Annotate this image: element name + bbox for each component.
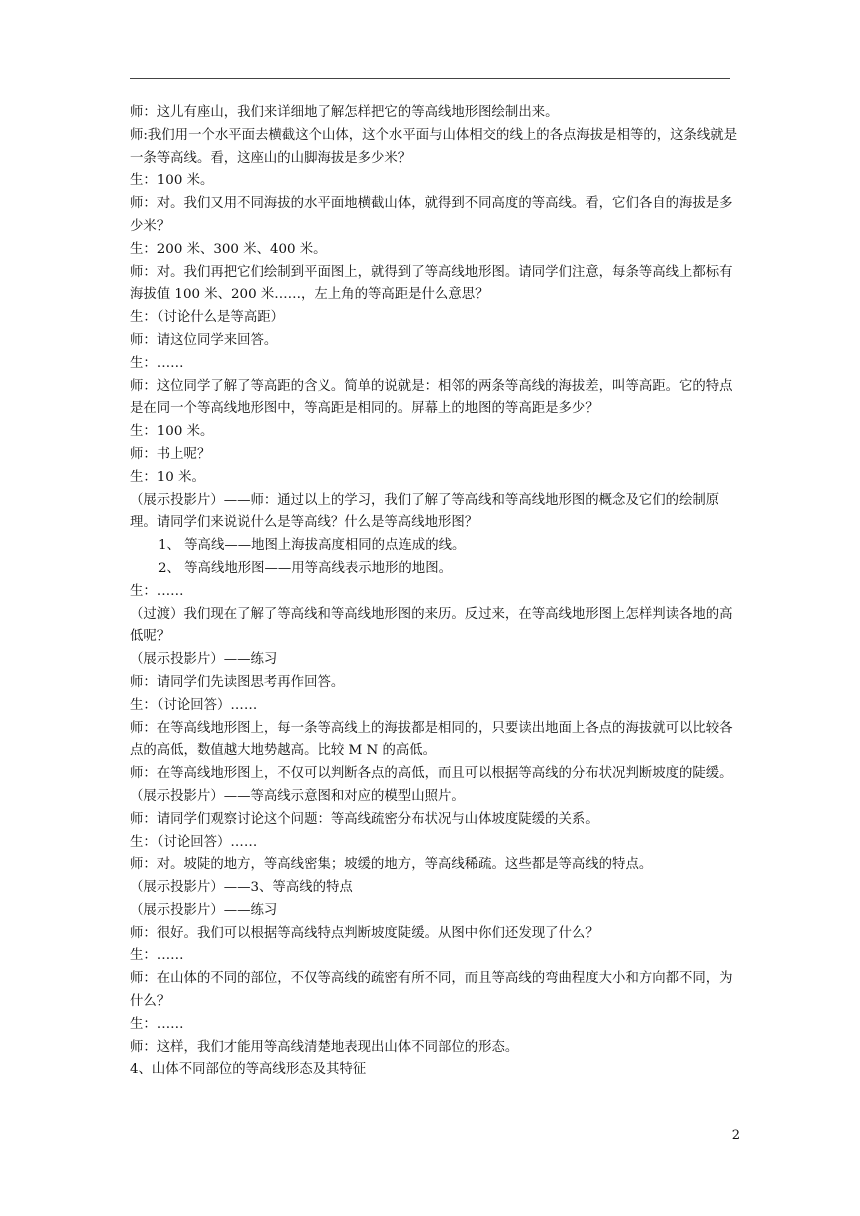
paragraph: （展示投影片）——练习 [130,902,278,918]
paragraph: 生：10 米。 [130,469,205,485]
paragraph: 师：很好。我们可以根据等高线特点判断坡度陡缓。从图中你们还发现了什么？ [130,925,599,941]
paragraph: （过渡）我们现在了解了等高线和等高线地形图的来历。反过来，在等高线地形图上怎样判读各地的高低呢？ [130,606,733,645]
list-item: 1、 等高线——地图上海拔高度相同的点连成的线。 [158,538,466,554]
header-rule [130,78,730,79]
paragraph: （展示投影片）——3、等高线的特点 [130,880,353,896]
paragraph: 师：对。我们又用不同海拔的水平面地横截山体，就得到不同高度的等高线。看，它们各自的海拔是多少米？ [130,196,733,234]
paragraph: 师：请同学们先读图思考再作回答。 [130,674,345,690]
paragraph: 生：（讨论回答）…… [130,697,258,713]
paragraph: 生：…… [130,1016,184,1032]
paragraph: 生：（讨论回答）…… [130,834,258,850]
paragraph: 生：（讨论什么是等高距） [130,310,284,326]
paragraph: 师：这位同学了解了等高距的含义。简单的说就是：相邻的两条等高线的海拔差，叫等高距。它的特点是在同一个等高线地形图中，等高距是相同的。屏幕上的地图的等高距是多少？ [130,378,733,417]
paragraph: 师：在等高线地形图上，不仅可以判断各点的高低，而且可以根据等高线的分布状况判断坡度的陡缓。 [130,766,733,782]
paragraph: 师：这样，我们才能用等高线清楚地表现出山体不同部位的形态。 [130,1039,519,1055]
paragraph: 师：书上呢？ [130,446,211,462]
section-heading: 4、山体不同部位的等高线形态及其特征 [130,1062,367,1078]
paragraph: 生：…… [130,948,184,964]
paragraph: （展示投影片）——师：通过以上的学习，我们了解了等高线和等高线地形图的概念及它们的绘制原理。请同学们来说说什么是等高线？什么是等高线地形图？ [130,492,720,531]
paragraph: 师：对。我们再把它们绘制到平面图上，就得到了等高线地形图。请同学们注意，每条等高线上都标有海拔值 100 米、200 米……，左上角的等高距是什么意思？ [130,264,733,303]
paragraph: 师：在山体的不同的部位，不仅等高线的疏密有所不同，而且等高线的弯曲程度大小和方向都不同，为什么？ [130,971,733,1010]
paragraph: 师：这儿有座山，我们来详细地了解怎样把它的等高线地形图绘制出来。 [130,105,559,120]
paragraph: 生：100 米。 [130,173,214,189]
paragraph: 师：对。坡陡的地方，等高线密集；坡缓的地方，等高线稀疏。这些都是等高线的特点。 [130,857,653,873]
page-number: 2 [731,1128,740,1143]
paragraph: 生：100 米。 [130,424,214,440]
paragraph: 师：在等高线地形图上，每一条等高线上的海拔都是相同的，只要读出地面上各点的海拔就可以比较各点的高低，数值越大地势越高。比较 M N 的高低。 [130,720,733,759]
paragraph: 生：…… [130,355,184,371]
paragraph: （展示投影片）——等高线示意图和对应的模型山照片。 [130,788,465,804]
paragraph: （展示投影片）——练习 [130,652,278,668]
paragraph: 生：200 米、300 米、400 米。 [130,241,327,257]
paragraph: 生：…… [130,583,184,599]
document-body [130,102,740,1082]
list-item: 2、 等高线地形图——用等高线表示地形的地图。 [158,560,452,576]
paragraph: 师：请同学们观察讨论这个问题：等高线疏密分布状况与山体坡度陡缓的关系。 [130,811,599,827]
paragraph: 师：请这位同学来回答。 [130,332,278,348]
paragraph: 师:我们用一个水平面去横截这个山体，这个水平面与山体相交的线上的各点海拔是相等的，这条线就是一条等高线。看，这座山的山脚海拔是多少米？ [130,127,738,166]
